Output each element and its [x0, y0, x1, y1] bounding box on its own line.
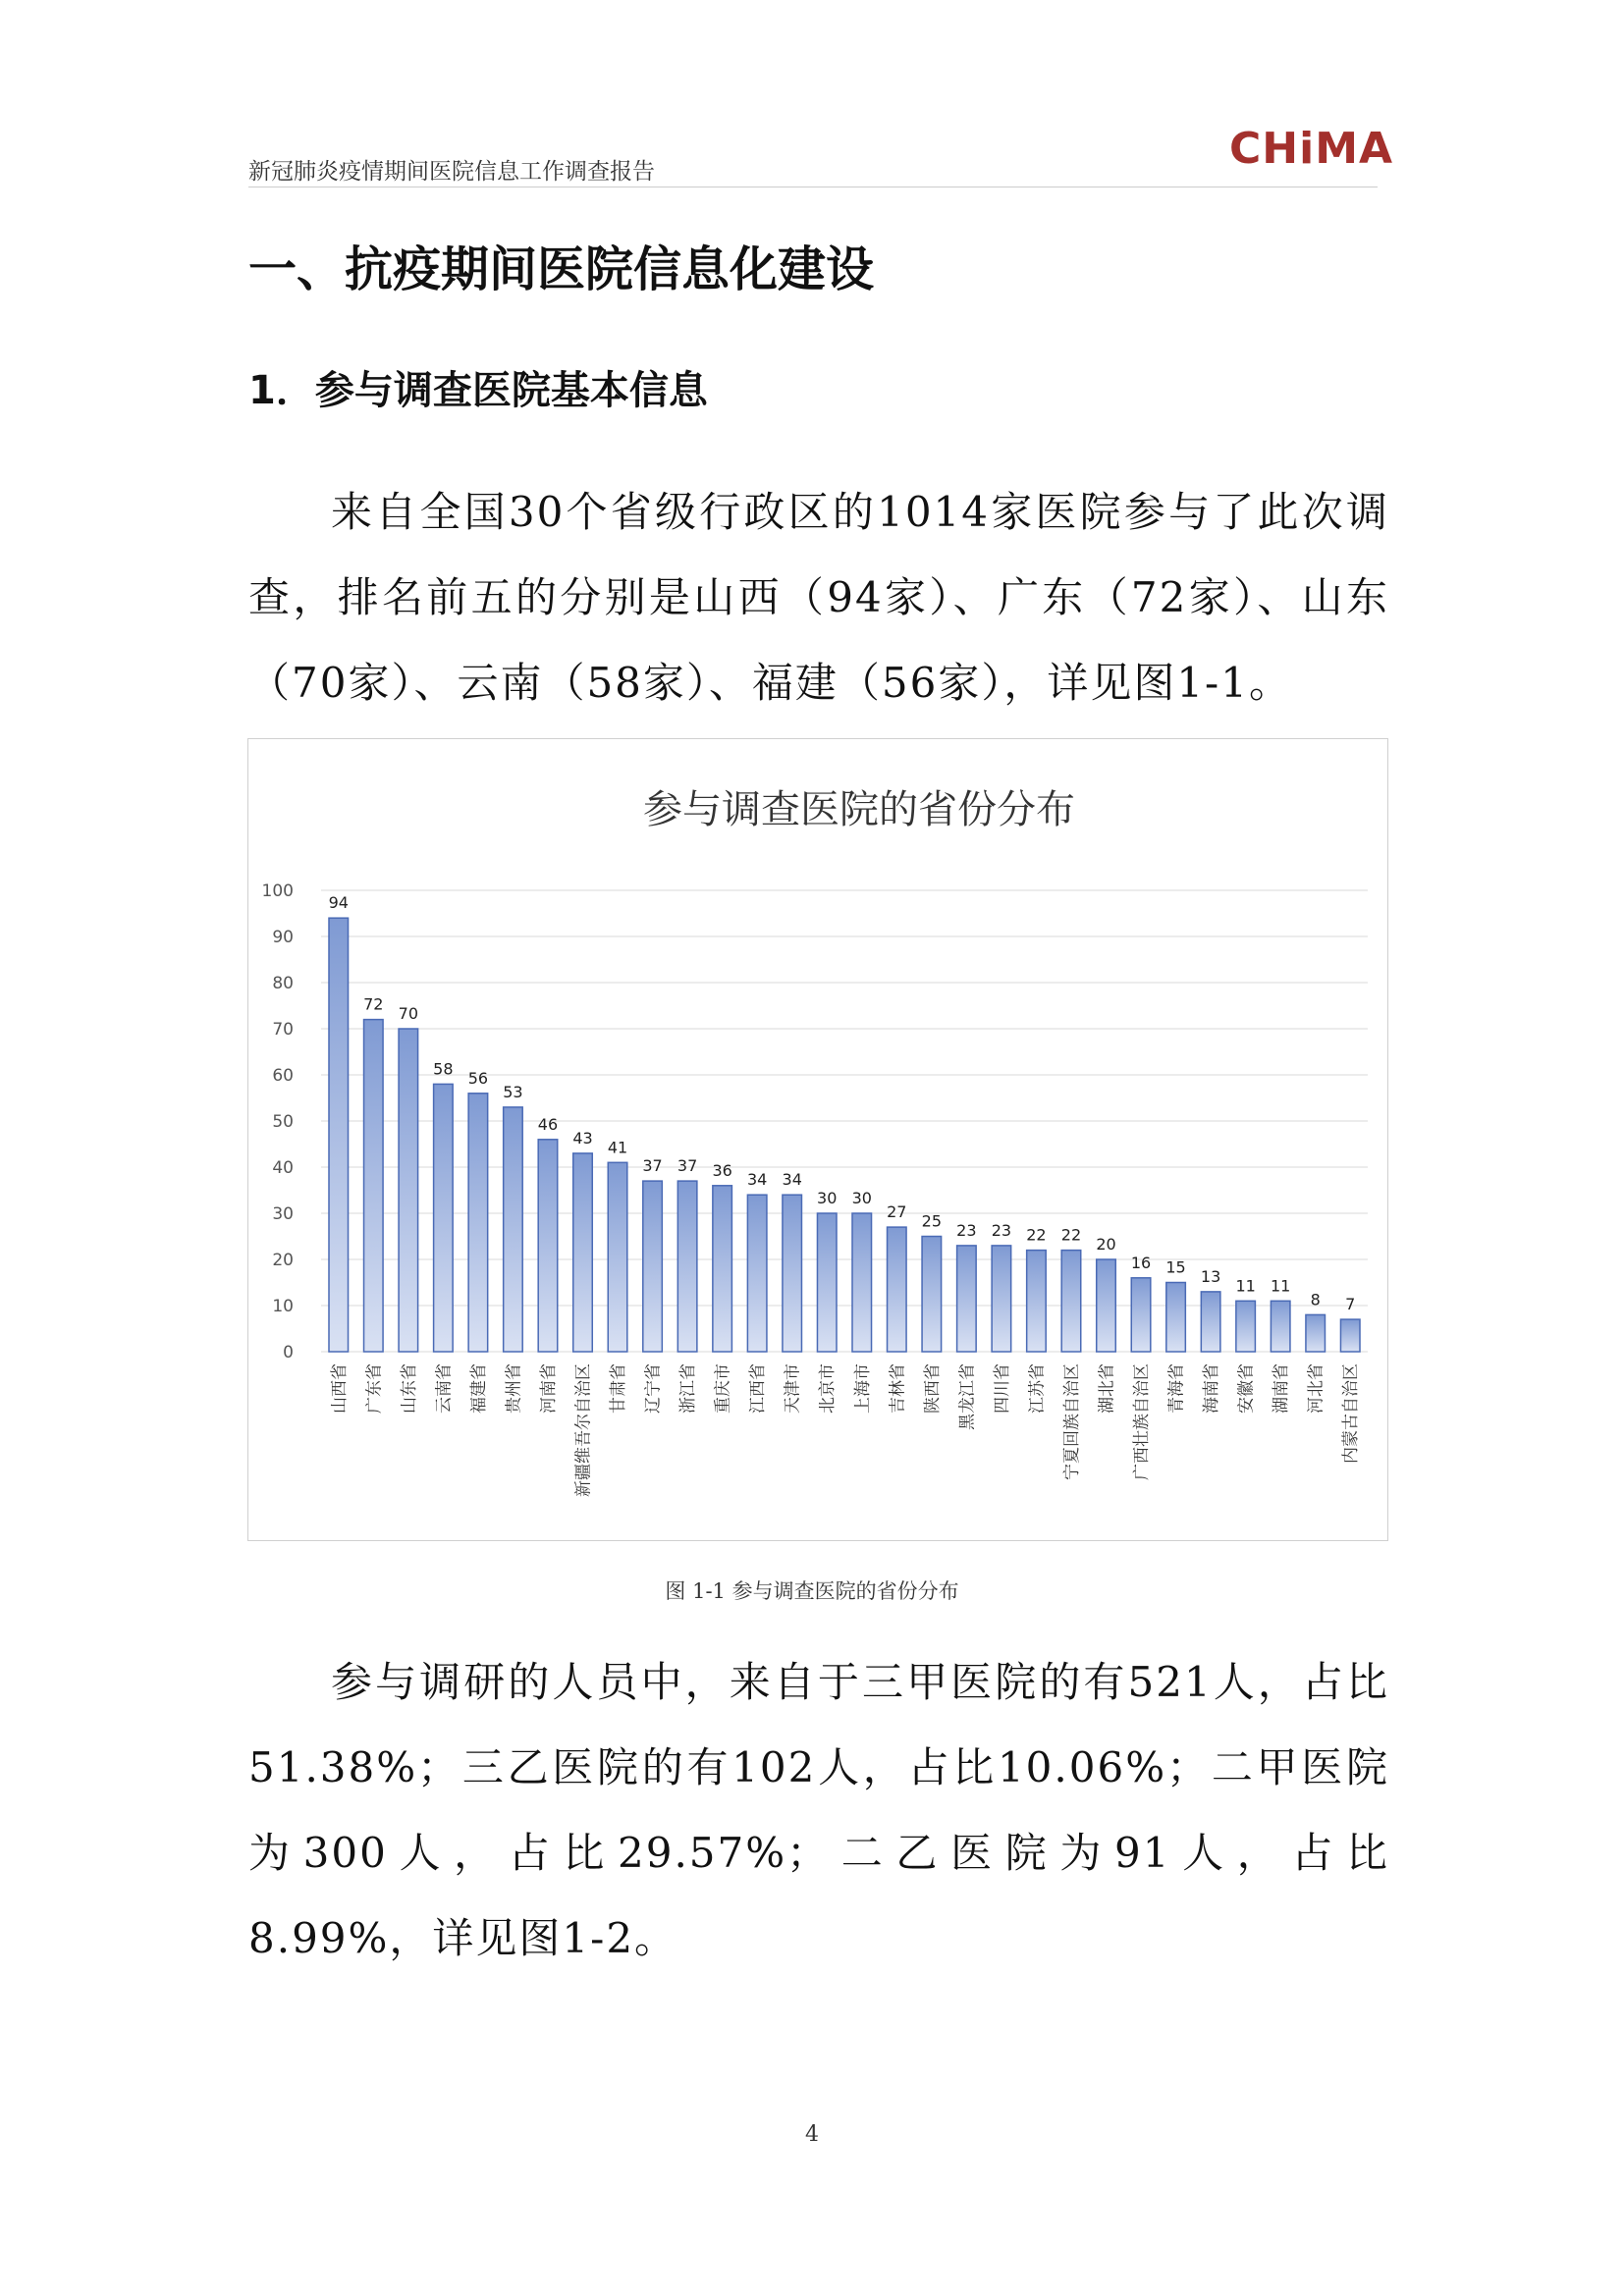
header-title: 新冠肺炎疫情期间医院信息工作调查报告	[248, 159, 655, 185]
data-label: 46	[537, 1114, 559, 1134]
category-label: 广西壮族自治区	[1132, 1363, 1153, 1480]
y-tick-label: 10	[272, 1297, 294, 1316]
data-label: 13	[1200, 1266, 1221, 1286]
category-label: 青海省	[1166, 1363, 1187, 1414]
y-tick-label: 70	[272, 1020, 294, 1040]
data-label: 36	[712, 1160, 732, 1180]
bar	[992, 1246, 1011, 1352]
data-label: 37	[642, 1156, 663, 1176]
category-label: 上海市	[852, 1363, 873, 1414]
bar	[1271, 1301, 1290, 1352]
category-label: 湖北省	[1097, 1363, 1117, 1414]
bar	[1027, 1251, 1047, 1352]
staff-paragraph: 参与调研的人员中，来自于三甲医院的有521人，占比51.38%；三乙医院的有102人，占比10.06%；二甲医院为300人，占比29.57%；二乙医院为91人，占比8.99%，详见图1-2。	[248, 1658, 1389, 1962]
bar	[538, 1140, 558, 1352]
category-label: 内蒙古自治区	[1341, 1363, 1362, 1464]
data-label: 20	[1096, 1235, 1116, 1254]
category-label: 河北省	[1306, 1363, 1326, 1414]
data-label: 43	[572, 1128, 593, 1148]
category-label: 福建省	[468, 1363, 489, 1414]
y-tick-label: 100	[261, 881, 294, 901]
bar	[783, 1195, 802, 1352]
y-tick-label: 80	[272, 974, 294, 993]
figure-caption: 图 1-1 参与调查医院的省份分布	[665, 1579, 959, 1603]
bar	[608, 1162, 627, 1352]
data-label: 15	[1165, 1257, 1186, 1277]
data-label: 25	[921, 1211, 943, 1231]
category-label: 浙江省	[678, 1363, 699, 1414]
data-label: 30	[817, 1189, 838, 1207]
bar	[677, 1181, 697, 1352]
section-subheading: 1．参与调查医院基本信息	[248, 368, 708, 413]
category-label: 湖南省	[1272, 1363, 1292, 1414]
bar	[1201, 1292, 1220, 1352]
category-label: 广东省	[364, 1363, 385, 1414]
category-label: 山西省	[329, 1363, 350, 1414]
y-tick-label: 60	[272, 1066, 294, 1086]
category-label: 江苏省	[1027, 1363, 1048, 1414]
y-tick-label: 90	[272, 928, 294, 947]
category-label: 安徽省	[1236, 1363, 1257, 1414]
data-label: 23	[956, 1220, 977, 1240]
category-label: 北京市	[818, 1363, 839, 1414]
bar	[504, 1107, 523, 1352]
y-tick-label: 20	[272, 1251, 294, 1270]
bar	[817, 1213, 837, 1352]
data-label: 58	[433, 1059, 454, 1079]
data-label: 7	[1345, 1295, 1356, 1314]
category-label: 贵州省	[504, 1363, 524, 1414]
bar	[1061, 1251, 1081, 1352]
data-label: 41	[607, 1138, 628, 1157]
bar	[957, 1246, 977, 1352]
bar	[1236, 1301, 1256, 1352]
bar	[888, 1227, 907, 1352]
chima-logo: CHiMA	[1229, 124, 1394, 174]
data-label: 22	[1060, 1225, 1082, 1245]
bar	[1340, 1319, 1360, 1352]
category-label: 甘肃省	[609, 1363, 629, 1414]
category-label: 黑龙江省	[957, 1363, 978, 1430]
bar	[573, 1153, 593, 1352]
chart-title: 参与调查医院的省份分布	[643, 787, 1075, 832]
data-label: 94	[328, 893, 349, 913]
chart-frame	[247, 738, 1388, 1541]
category-label: 四川省	[992, 1363, 1012, 1414]
bar	[643, 1181, 663, 1352]
bar	[364, 1020, 384, 1352]
data-label: 70	[398, 1004, 419, 1023]
province-bar-chart	[248, 739, 1387, 1540]
category-label: 河南省	[538, 1363, 559, 1414]
data-label: 56	[467, 1068, 489, 1088]
y-tick-label: 50	[272, 1112, 294, 1132]
category-label: 宁夏回族自治区	[1061, 1363, 1082, 1480]
category-label: 山东省	[399, 1363, 419, 1414]
bar	[1306, 1314, 1326, 1352]
bar	[434, 1084, 454, 1352]
category-label: 吉林省	[888, 1363, 908, 1414]
category-label: 天津市	[783, 1363, 803, 1414]
bar	[713, 1186, 732, 1352]
data-label: 37	[677, 1156, 698, 1176]
data-label: 16	[1130, 1253, 1152, 1272]
data-label: 34	[746, 1170, 768, 1190]
data-label: 11	[1270, 1276, 1291, 1296]
bar	[329, 918, 349, 1352]
data-label: 22	[1026, 1225, 1047, 1245]
bar	[1166, 1283, 1186, 1353]
category-label: 海南省	[1202, 1363, 1222, 1414]
intro-paragraph: 来自全国30个省级行政区的1014家医院参与了此次调查，排名前五的分别是山西（94家）、广东（72家）、山东（70家）、云南（58家）、福建（56家），详见图1-1。	[248, 488, 1389, 707]
bar	[468, 1094, 488, 1352]
bar	[852, 1213, 872, 1352]
category-label: 陕西省	[922, 1363, 943, 1414]
data-label: 27	[887, 1202, 907, 1222]
data-label: 34	[782, 1170, 802, 1190]
category-label: 江西省	[748, 1363, 769, 1414]
bar	[747, 1195, 767, 1352]
category-label: 新疆维吾尔自治区	[573, 1363, 594, 1497]
section-heading: 一、抗疫期间医院信息化建设	[248, 241, 875, 297]
data-label: 11	[1235, 1276, 1256, 1296]
y-tick-label: 40	[272, 1158, 294, 1178]
data-label: 53	[503, 1082, 523, 1101]
category-label: 重庆市	[713, 1363, 733, 1414]
category-label: 辽宁省	[643, 1363, 664, 1414]
data-label: 30	[851, 1189, 872, 1207]
page-number: 4	[805, 2122, 819, 2147]
y-tick-label: 30	[272, 1204, 294, 1224]
bar	[922, 1237, 942, 1353]
data-label: 23	[991, 1220, 1012, 1240]
y-tick-label: 0	[283, 1343, 294, 1362]
category-label: 云南省	[434, 1363, 455, 1414]
bar	[1131, 1278, 1151, 1352]
bar	[1097, 1259, 1116, 1352]
data-label: 72	[363, 994, 384, 1014]
bar	[399, 1029, 418, 1352]
data-label: 8	[1310, 1290, 1321, 1309]
